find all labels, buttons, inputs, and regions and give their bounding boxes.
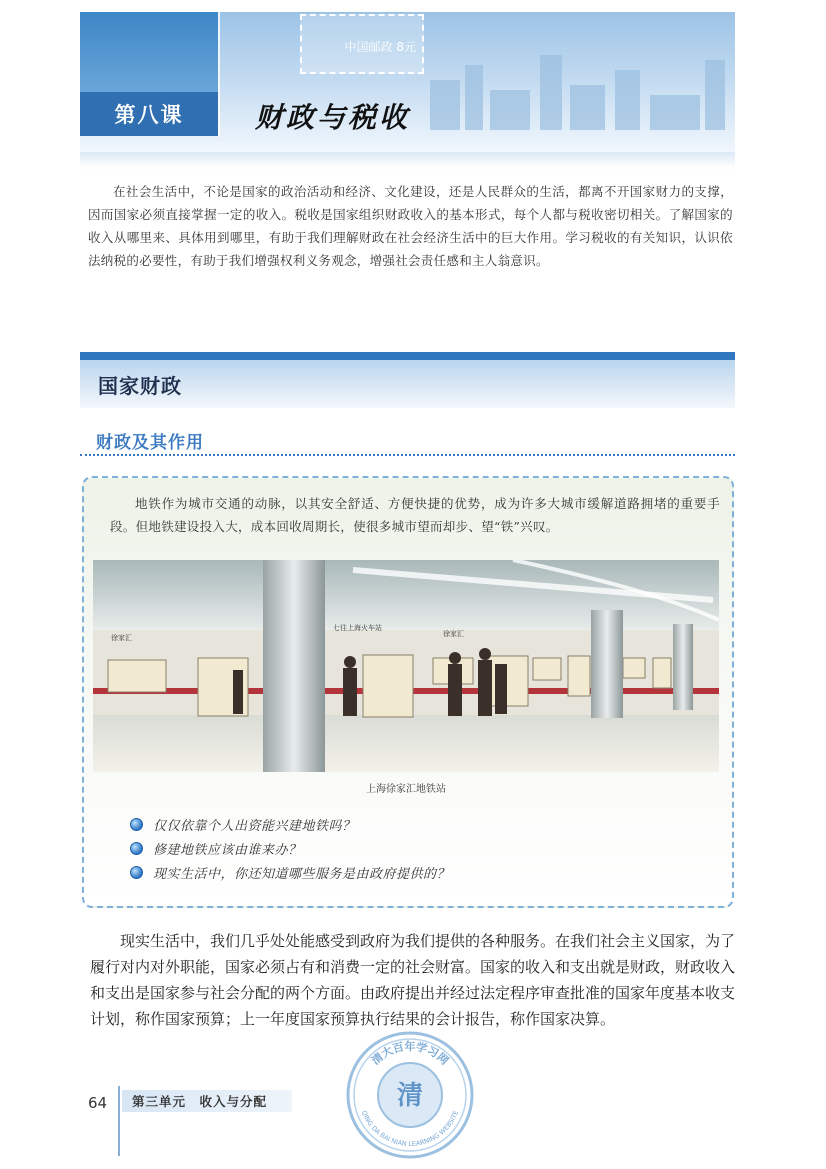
lesson-label: 第八课 [80,92,218,136]
section-bar [80,352,735,360]
question-text: 修建地铁应该由谁来办？ [153,842,302,858]
skyline-illustration [420,40,735,130]
intro-paragraph: 在社会生活中，不论是国家的政治活动和经济、文化建设，还是人民群众的生活，都离不开国家财力的支撑，因而国家必须直接掌握一定的收入。税收是国家组织财政收入的基本形式，每个人都与税收密切相关。了解国家的收入从哪里来、具体用到哪里，有助于我们理解财政在社会经济生活中的巨大作用。学习税收的有关知识，认识依法纳税的必要性，有助于我们增强权利义务观念，增强社会责任感和主人翁意识。 [88,184,733,268]
page-number: 64 [88,1094,108,1112]
photo-caption: 上海徐家汇地铁站 [366,784,446,795]
bullet-icon [130,842,143,855]
unit-label: 第三单元 收入与分配 [122,1090,292,1112]
stamp-text: 中国邮政 8元 [344,40,416,54]
question-item [130,836,450,860]
question-item [130,812,450,836]
section-title: 国家财政 [98,374,182,398]
lesson-title: 财政与税收 [255,101,411,134]
svg-text:清大百年学习网: 清大百年学习网 [369,1040,451,1068]
question-item [130,860,450,884]
header-banner-block [80,12,218,92]
question-text: 现实生活中，你还知道哪些服务是由政府提供的？ [153,866,451,882]
footer-line [118,1086,120,1156]
question-list [130,812,450,884]
header-divider [218,12,220,137]
body-paragraph: 现实生活中，我们几乎处处能感受到政府为我们提供的各种服务。在我们社会主义国家，为了履行对内对外职能，国家必须占有和消费一定的社会财富。国家的收入和支出就是财政，财政收入和支出是国家参与社会分配的两个方面。由政府提出并经过法定程序审查批准的国家年度基本收支计划，称作国家预算；上一年度国家预算执行结果的会计报告，称作国家决算。 [90,932,736,1028]
bullet-icon [130,818,143,831]
watermark-seal-logo [345,1030,475,1160]
svg-text:QING DA BAI NIAN LEARNING WEBS: QING DA BAI NIAN LEARNING WEBSITE [359,1109,461,1149]
svg-text:清: 清 [396,1081,424,1111]
stamp-image [300,14,424,74]
header-stripe [80,152,735,168]
question-text: 仅仅依靠个人出资能兴建地铁吗？ [153,818,356,834]
bullet-icon [130,866,143,879]
photo-sign-left: 徐家汇 [111,634,132,642]
photo-sign-right: 徐家汇 [443,630,464,638]
dotted-divider [80,454,735,456]
case-text: 地铁作为城市交通的动脉，以其安全舒适、方便快捷的优势，成为许多大城市缓解道路拥堵的重要手段。但地铁建设投入大，成本回收周期长，使很多城市望而却步、望“铁”兴叹。 [110,496,720,534]
photo-sign-mid: 七往上海火车站 [333,624,382,632]
subway-station-photo [93,560,719,772]
subsection-title: 财政及其作用 [96,433,204,453]
